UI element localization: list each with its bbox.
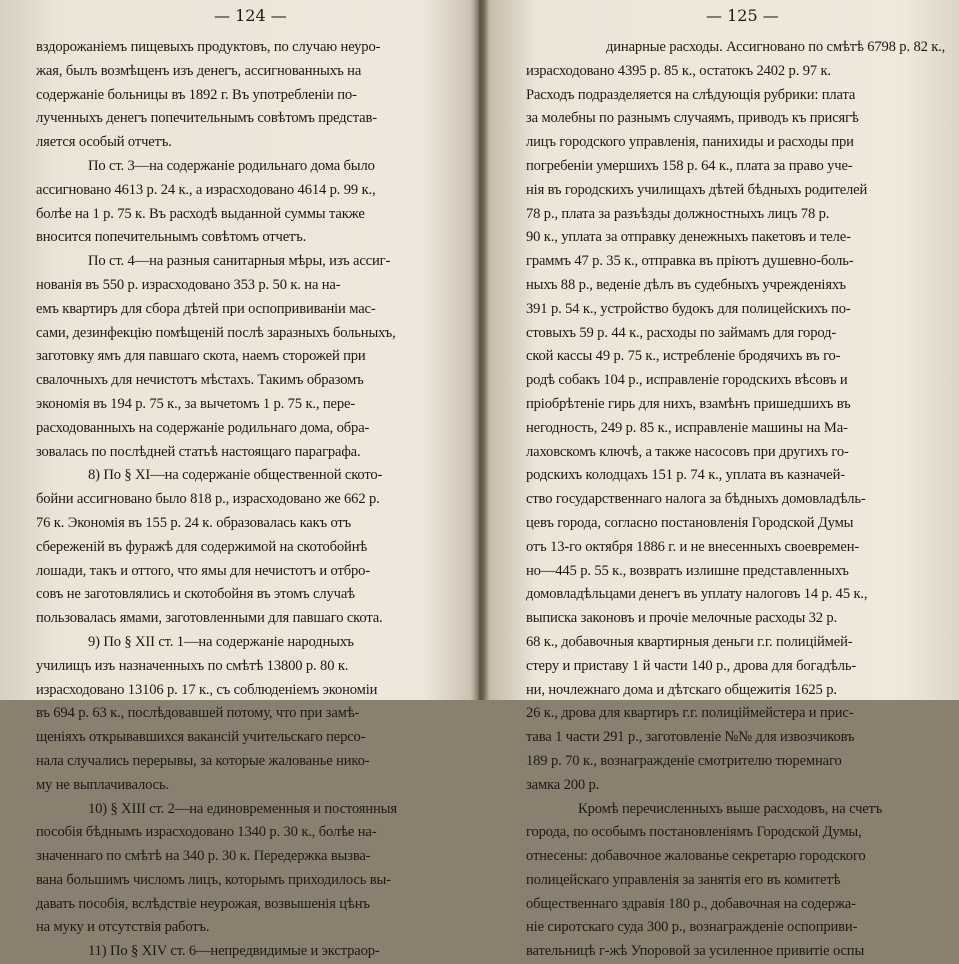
text-line: вздорожаніемъ пищевыхъ продуктовъ, по случаю неуро- — [36, 39, 381, 55]
text-line: 68 к., добавочныя квартирныя деньги г.г. полиціймей- — [526, 633, 853, 650]
text-line: По ст. 3—на содержаніе родильнаго дома было — [88, 157, 375, 174]
text-line: свалочныхъ для нечистотъ мѣстахъ. Такимъ образомъ — [36, 372, 364, 389]
text-line: сами, дезинфекцію помѣщеній послѣ заразныхъ больныхъ, — [36, 324, 396, 341]
text-line: погребеніи умершихъ 158 р. 64 к., плата за право уче- — [526, 157, 853, 174]
text-line: 90 к., уплата за отправку денежныхъ пакетовъ и теле- — [526, 229, 851, 246]
text-line: выписка законовъ и прочіе мелочные расходы 32 р. — [526, 610, 838, 627]
text-line: щеніяхъ открывавшихся вакансій учительскаго персо- — [36, 729, 366, 746]
text-line: нія въ городскихъ училищахъ дѣтей бѣдныхъ родителей — [526, 181, 868, 198]
text-line: 9) По § XII ст. 1—на содержаніе народныхъ — [88, 633, 354, 650]
text-line: израсходовано 13106 р. 17 к., съ соблюденіемъ экономіи — [36, 681, 378, 698]
text-line: пользовалась ямами, заготовленными для павшаго скота. — [36, 610, 383, 627]
text-line: вносится попечительнымъ совѣтомъ отчетъ. — [36, 229, 307, 246]
text-line: стеру и приставу 1 й части 140 р., дрова для богадѣль- — [526, 657, 857, 674]
text-line: граммъ 47 р. 35 к., отправка въ пріютъ душевно-боль- — [526, 253, 854, 270]
text-line: израсходовано 4395 р. 85 к., остатокъ 2402 р. 97 к. — [526, 62, 831, 79]
text-line: ской кассы 49 р. 75 к., истребленіе бродячихъ въ го- — [526, 348, 841, 365]
text-line: сбереженій въ фуражѣ для содержимой на скотобойнѣ — [36, 538, 368, 555]
text-line: училищъ изъ назначенныхъ по смѣтѣ 13800 р. 80 к. — [36, 657, 349, 674]
text-line: лицъ городского управленія, панихиды и расходы при — [526, 134, 854, 151]
text-line: му не выплачивалось. — [36, 776, 169, 793]
text-line: экономія въ 194 р. 75 к., за вычетомъ 1 р. 75 к., пере- — [36, 395, 356, 412]
text-line: емъ квартиръ для сбора дѣтей при оспопрививаніи мас- — [36, 300, 376, 317]
text-line: отъ 13-го октября 1886 г. и не внесенныхъ своевремен- — [526, 538, 860, 555]
text-line: вательницѣ г-жѣ Упоровой за усиленное привитіе оспы — [526, 943, 865, 960]
text-line: вана большимъ числомъ лицъ, которымъ приходилось вы- — [36, 871, 391, 888]
text-line: зовалась по послѣдней статьѣ настоящаго параграфа. — [36, 443, 361, 460]
text-line: ассигновано 4613 р. 24 к., а израсходовано 4614 р. 99 к., — [36, 181, 376, 198]
text-line: негодность, 249 р. 85 к., исправленіе машины на Ма- — [526, 419, 848, 436]
left-text-column — [36, 36, 446, 964]
text-line: давать пособія, вслѣдствіе неурожая, возвышенія цѣнъ — [36, 895, 370, 912]
text-line: стовыхъ 59 р. 44 к., расходы по займамъ для город- — [526, 324, 837, 341]
text-line: пріобрѣтеніе гирь для нихъ, взамѣнъ пришедшихъ въ — [526, 395, 851, 412]
text-line: родскихъ колодцахъ 151 р. 74 к., уплата въ казначей- — [526, 467, 845, 484]
text-line: совъ не заготовлялись и скотобойня въ этомъ случаѣ — [36, 586, 355, 603]
text-line: замка 200 р. — [526, 776, 600, 793]
text-line: 10) § XIII ст. 2—на единовременныя и постоянныя — [88, 800, 397, 817]
text-line: ство государственнаго налога за бѣдныхъ домовладѣль- — [526, 491, 866, 508]
text-line: лученныхъ денегъ попечительнымъ совѣтомъ представ- — [36, 110, 377, 127]
text-line: ляется особый отчетъ. — [36, 134, 172, 151]
page-number: — 125 — — [706, 6, 779, 25]
text-line: ніе сиротскаго суда 300 р., вознагражденіе оспоприви- — [526, 919, 858, 936]
text-line: расходованныхъ на содержаніе родильнаго дома, обра- — [36, 419, 370, 436]
text-line: 189 р. 70 к., вознагражденіе смотрителю тюремнаго — [526, 752, 842, 769]
text-line: на муку и отсутствія работъ. — [36, 919, 210, 936]
text-line: 78 р., плата за разъѣзды должностныхъ лицъ 78 р. — [526, 205, 830, 222]
text-line: города, по особымъ постановленіямъ Городской Думы, — [526, 824, 862, 841]
text-line: болѣе на 1 р. 75 к. Въ расходѣ выданной суммы также — [36, 205, 365, 222]
text-line: пособія бѣднымъ израсходовано 1340 р. 30 к., болѣе на- — [36, 824, 377, 841]
text-line: полицейскаго управленія за занятія его въ комитетѣ — [526, 871, 841, 888]
text-line: 76 к. Экономія въ 155 р. 24 к. образовалась какъ отъ — [36, 514, 352, 531]
right-page — [482, 0, 959, 960]
text-line: бойни ассигновано было 818 р., израсходовано же 662 р. — [36, 491, 380, 508]
text-line: Кромѣ перечисленныхъ выше расходовъ, на счетъ — [578, 800, 883, 817]
text-line: жая, былъ возмѣщенъ изъ денегъ, ассигнованныхъ на — [36, 62, 362, 79]
text-line: но—445 р. 55 к., возвратъ излишне представленныхъ — [526, 562, 849, 579]
page-number: — 124 — — [214, 6, 287, 25]
text-line: 11) По § XIV ст. 6—непредвидимые и экстраор- — [88, 943, 380, 960]
text-line: отнесены: добавочное жалованье секретарю городского — [526, 848, 866, 865]
text-line: 26 к., дрова для квартиръ г.г. полиціймейстера и прис- — [526, 705, 854, 722]
text-line: домовладѣльцами денегъ въ уплату налоговъ 14 р. 45 к., — [526, 586, 868, 603]
text-line: заготовку ямъ для павшаго скота, наемъ сторожей при — [36, 348, 366, 365]
text-line: лаховскомъ ключѣ, а также насосовъ при другихъ го- — [526, 443, 849, 460]
text-line: нала случались перерывы, за которые жалованье нико- — [36, 752, 370, 769]
text-line: ни, ночлежнаго дома и дѣтскаго общежитія 1625 р. — [526, 681, 837, 698]
text-line: въ 694 р. 63 к., послѣдовавшей потому, что при замѣ- — [36, 705, 360, 722]
text-line: 391 р. 54 к., устройство будокъ для полицейскихъ по- — [526, 300, 851, 317]
text-line: тава 1 части 291 р., заготовленіе №№ для извозчиковъ — [526, 729, 855, 746]
text-line: динарные расходы. Ассигновано по смѣтѣ 6798 р. 82 к., — [606, 39, 946, 55]
text-line: По ст. 4—на разныя санитарныя мѣры, изъ ассиг- — [88, 253, 391, 270]
text-line: 8) По § XI—на содержаніе общественной ското- — [88, 467, 383, 484]
text-line: ныхъ 88 р., веденіе дѣлъ въ судебныхъ учрежденіяхъ — [526, 276, 846, 293]
text-line: Расходъ подразделяется на слѣдующія рубрики: плата — [526, 86, 856, 103]
text-line: за молебны по разнымъ случаямъ, приводъ къ присягѣ — [526, 110, 859, 127]
left-page — [0, 0, 478, 960]
text-line: нованія въ 550 р. израсходовано 353 р. 50 к. на на- — [36, 276, 341, 293]
text-line: содержаніе больницы въ 1892 г. Въ употребленіи по- — [36, 86, 357, 103]
text-line: общественнаго здравія 180 р., добавочная на содержа- — [526, 895, 856, 912]
text-line: цевъ города, согласно постановленія Городской Думы — [526, 514, 854, 531]
right-text-column — [526, 36, 946, 964]
text-line: значеннаго по смѣтѣ на 340 р. 30 к. Передержка вызва- — [36, 848, 371, 865]
text-line: родѣ собакъ 104 р., исправленіе городскихъ вѣсовъ и — [526, 372, 848, 389]
text-line: лошади, такъ и оттого, что ямы для нечистотъ и отбро- — [36, 562, 371, 579]
